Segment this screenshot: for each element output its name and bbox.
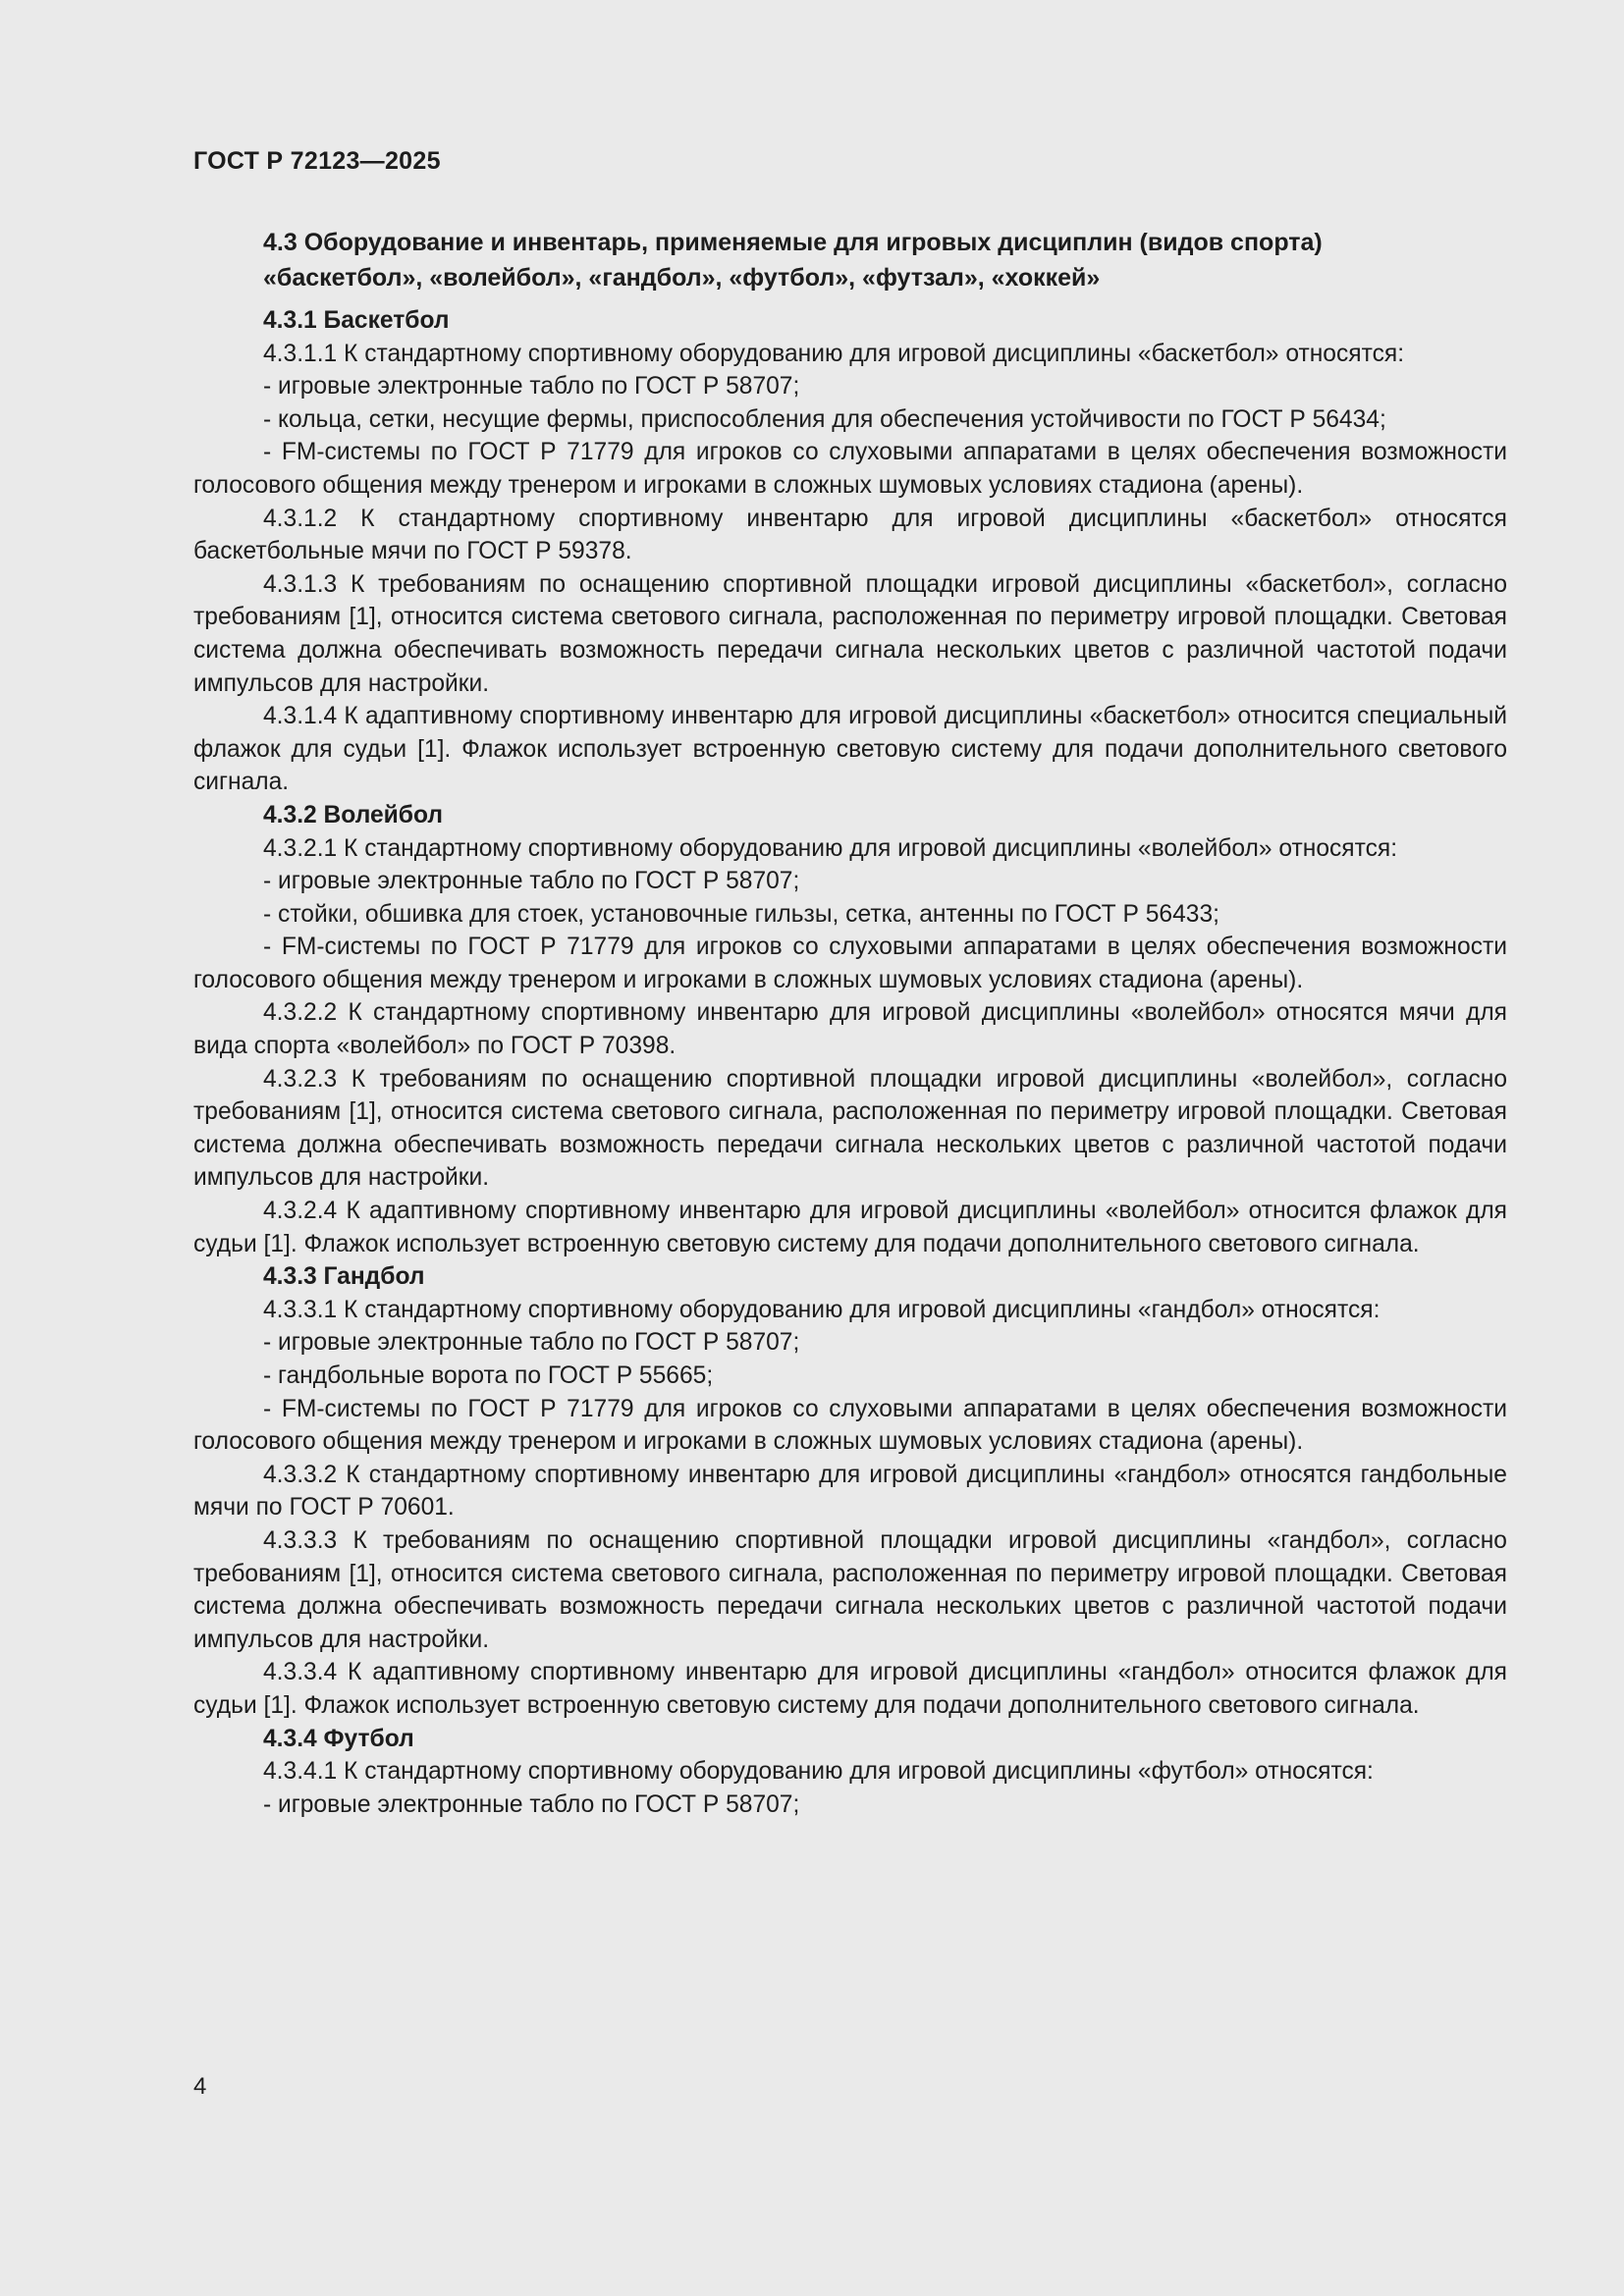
paragraph: 4.3.3.2 К стандартному спортивному инвентарю для игровой дисциплины «гандбол» относятся гандбольные мячи по ГОСТ Р 70601. (193, 1461, 1507, 1522)
list-item: - стойки, обшивка для стоек, установочные гильзы, сетка, антенны по ГОСТ Р 56433; (263, 900, 1219, 928)
page-number: 4 (193, 2073, 207, 2100)
list-item: - кольца, сетки, несущие фермы, приспособления для обеспечения устойчивости по ГОСТ Р 56434; (263, 405, 1386, 433)
list-item: - игровые электронные табло по ГОСТ Р 58707; (263, 1790, 800, 1818)
paragraph: 4.3.1.2 К стандартному спортивному инвентарю для игровой дисциплины «баскетбол» относятся баскетбольные мячи по ГОСТ Р 59378. (193, 505, 1507, 565)
paragraph: 4.3.3.3 К требованиям по оснащению спортивной площадки игровой дисциплины «гандбол», согласно требованиям [1], относится система светового сигнала, расположенная по периметру игровой площадки. Световая система должна обеспечивать возможность передачи сигнала нескольких цветов с различной частотой подачи импульсов для настройки. (193, 1526, 1507, 1653)
paragraph: 4.3.1.4 К адаптивному спортивному инвентарю для игровой дисциплины «баскетбол» относится специальный флажок для судьи [1]. Флажок использует встроенную световую систему для подачи дополнительного светового сигнала. (193, 703, 1507, 796)
paragraph: 4.3.1.1 К стандартному спортивному оборудованию для игровой дисциплины «баскетбол» относятся: (263, 340, 1405, 367)
document-header: ГОСТ Р 72123—2025 (193, 147, 441, 175)
list-item: - игровые электронные табло по ГОСТ Р 58707; (263, 868, 800, 895)
paragraph: 4.3.2.4 К адаптивному спортивному инвентарю для игровой дисциплины «волейбол» относится флажок для судьи [1]. Флажок использует встроенную световую систему для подачи дополнительного светового сигнала. (193, 1198, 1507, 1257)
section-heading (193, 225, 1507, 295)
section-title-line-1: 4.3 Оборудование и инвентарь, применяемые для игровых дисциплин (видов спорта) (263, 229, 1323, 256)
subsection-heading-football: 4.3.4 Футбол (263, 1725, 414, 1752)
paragraph: 4.3.2.2 К стандартному спортивному инвентарю для игровой дисциплины «волейбол» относятся мячи для вида спорта «волейбол» по ГОСТ Р 70398. (193, 999, 1507, 1060)
list-item: - FM-системы по ГОСТ Р 71779 для игроков со слуховыми аппаратами в целях обеспечения возможности голосового общения между тренером и игроками в сложных шумовых условиях стадиона (арены). (193, 934, 1507, 993)
list-item: - игровые электронные табло по ГОСТ Р 58707; (263, 1329, 800, 1357)
document-body (193, 225, 1507, 1821)
paragraph: 4.3.3.1 К стандартному спортивному оборудованию для игровой дисциплины «гандбол» относятся: (263, 1296, 1380, 1323)
paragraph: 4.3.2.3 К требованиям по оснащению спортивной площадки игровой дисциплины «волейбол», согласно требованиям [1], относится система светового сигнала, расположенная по периметру игровой площадки. Световая система должна обеспечивать возможность передачи сигнала нескольких цветов с различной частотой подачи импульсов для настройки. (193, 1065, 1507, 1192)
paragraph: 4.3.2.1 К стандартному спортивному оборудованию для игровой дисциплины «волейбол» относятся: (263, 834, 1398, 862)
section-title-line-2: «баскетбол», «волейбол», «гандбол», «футбол», «футзал», «хоккей» (263, 264, 1101, 292)
paragraph: 4.3.3.4 К адаптивному спортивному инвентарю для игровой дисциплины «гандбол» относится флажок для судьи [1]. Флажок использует встроенную световую систему для подачи дополнительного светового сигнала. (193, 1659, 1507, 1719)
list-item: - FM-системы по ГОСТ Р 71779 для игроков со слуховыми аппаратами в целях обеспечения возможности голосового общения между тренером и игроками в сложных шумовых условиях стадиона (арены). (193, 1395, 1507, 1456)
list-item: - FM-системы по ГОСТ Р 71779 для игроков со слуховыми аппаратами в целях обеспечения возможности голосового общения между тренером и игроками в сложных шумовых условиях стадиона (арены). (193, 439, 1507, 499)
list-item: - гандбольные ворота по ГОСТ Р 55665; (263, 1362, 714, 1389)
subsection-heading-basketball: 4.3.1 Баскетбол (263, 307, 450, 334)
paragraph: 4.3.1.3 К требованиям по оснащению спортивной площадки игровой дисциплины «баскетбол», согласно требованиям [1], относится система светового сигнала, расположенная по периметру игровой площадки. Световая система должна обеспечивать возможность передачи сигнала нескольких цветов с различной частотой подачи импульсов для настройки. (193, 570, 1507, 697)
subsection-heading-handball: 4.3.3 Гандбол (263, 1263, 425, 1291)
list-item: - игровые электронные табло по ГОСТ Р 58707; (263, 373, 800, 400)
paragraph: 4.3.4.1 К стандартному спортивному оборудованию для игровой дисциплины «футбол» относятся: (263, 1758, 1374, 1786)
subsection-heading-volleyball: 4.3.2 Волейбол (263, 801, 444, 828)
